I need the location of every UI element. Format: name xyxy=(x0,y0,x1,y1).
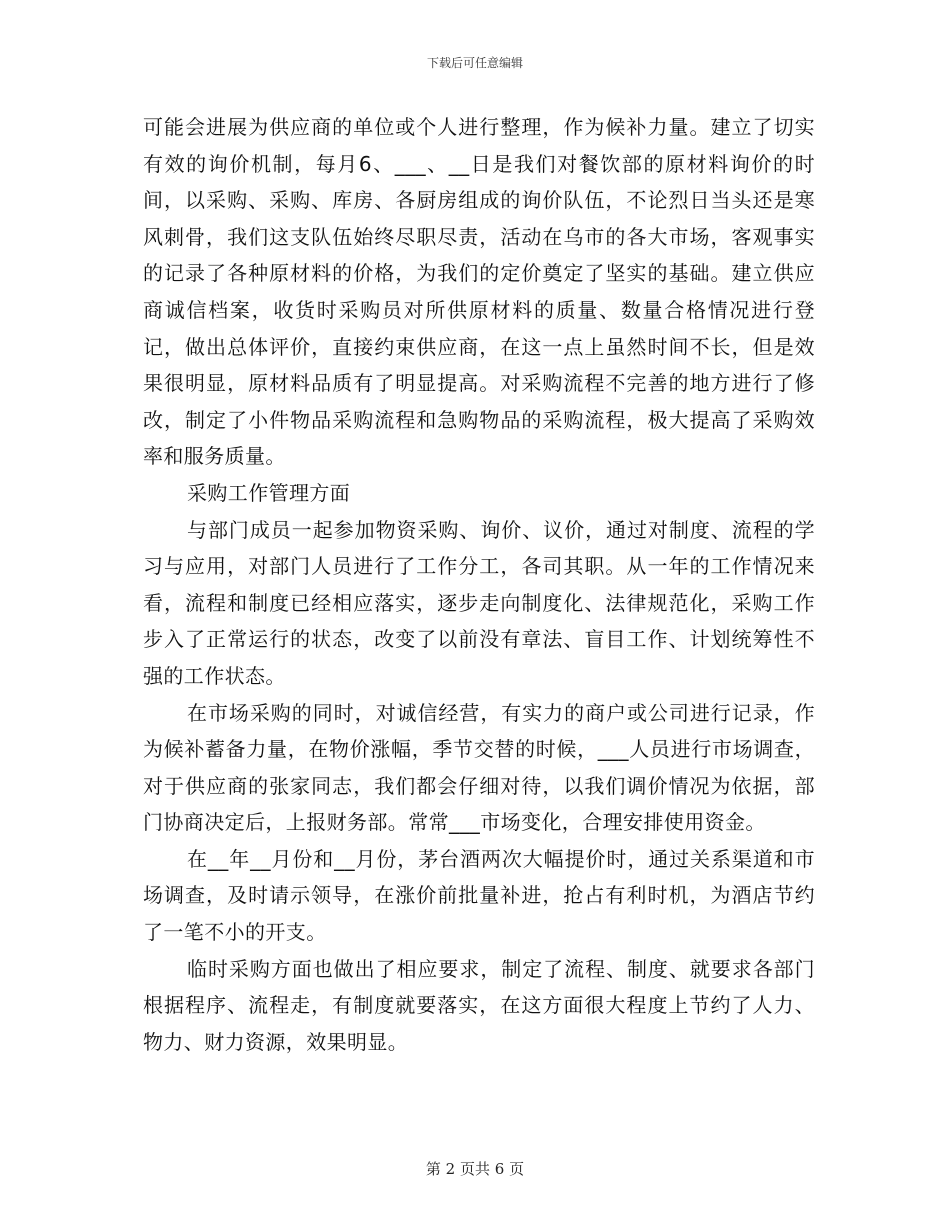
page-footer-number: 第 2 页共 6 页 xyxy=(425,1160,525,1178)
paragraph-temporary-purchasing: 临时采购方面也做出了相应要求，制定了流程、制度、就要求各部门根据程序、流程走，有制度就要落实，在这方面很大程度上节约了人力、物力、财力资源，效果明显。 xyxy=(143,956,815,1054)
paragraph-maotai-price: 在__年__月份和__月份，茅台酒两次大幅提价时，通过关系渠道和市场调查，及时请示领导，在涨价前批量补进，抢占有利时机，为酒店节约了一笔不小的开支。 xyxy=(143,846,815,945)
paragraph-market-purchasing: 在市场采购的同时，对诚信经营，有实力的商户或公司进行记录，作为候补蓄备力量，在物价涨幅，季节交替的时候，___人员进行市场调查，对于供应商的张家同志，我们都会仔细对待，以我们调价情况为依据，部门协商决定后，上报财务部。常常___市场变化，合理安排使用资金。 xyxy=(143,700,815,835)
document-body xyxy=(143,109,815,1060)
page-header: 下载后可任意编辑 xyxy=(426,56,523,70)
paragraph-supplier-inquiry: 可能会进展为供应商的单位或个人进行整理，作为候补力量。建立了切实有效的询价机制，每月6、___、__日是我们对餐饮部的原材料询价的时间，以采购、采购、库房、各厨房组成的询价队伍，不论烈日当头还是寒风刺骨，我们这支队伍始终尽职尽责，活动在乌市的各大市场，客观事实的记录了各种原材料的价格，为我们的定价奠定了坚实的基础。建立供应商诚信档案，收货时采购员对所供原材料的质量、数量合格情况进行登记，做出总体评价，直接约束供应商，在这一点上虽然时间不长，但是效果很明显，原材料品质有了明显提高。对采购流程不完善的地方进行了修改，制定了小件物品采购流程和急购物品的采购流程，极大提高了采购效率和服务质量。 xyxy=(143,115,815,469)
section-heading-purchasing-management: 采购工作管理方面 xyxy=(187,480,351,505)
paragraph-department-work: 与部门成员一起参加物资采购、询价、议价，通过对制度、流程的学习与应用，对部门人员进行了工作分工，各司其职。从一年的工作情况来看，流程和制度已经相应落实，逐步走向制度化、法律规范化，采购工作步入了正常运行的状态，改变了以前没有章法、盲目工作、计划统筹性不强的工作状态。 xyxy=(143,517,815,688)
